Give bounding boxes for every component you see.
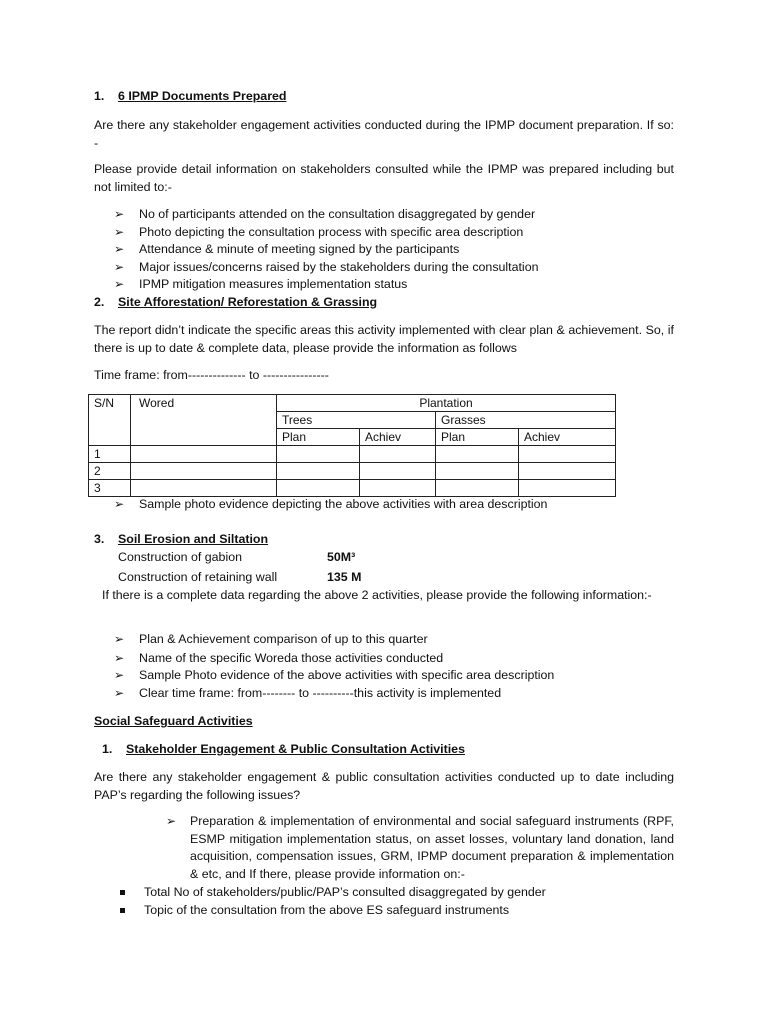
section3-bullet: ➢ Sample Photo evidence of the above activities with specific area description	[114, 667, 694, 685]
social-sub-title: Stakeholder Engagement & Public Consultation Activities	[126, 742, 465, 756]
table-cell	[436, 463, 519, 480]
section1-question: Are there any stakeholder engagement activities conducted during the IPMP document preparation. If so: -	[94, 118, 674, 150]
arrow-bullet-icon: ➢	[166, 814, 177, 828]
retaining-wall-value: 135 M	[327, 570, 362, 584]
section3-title: Soil Erosion and Siltation	[118, 532, 269, 546]
arrow-bullet-icon: ➢	[114, 207, 125, 221]
table-row	[89, 480, 616, 497]
header-wored: Wored	[131, 395, 277, 446]
table-cell	[519, 480, 616, 497]
header-trees: Trees	[277, 412, 436, 429]
table-cell	[131, 463, 277, 480]
table-header-row	[89, 395, 616, 412]
section1-bullet: ➢ Photo depicting the consultation process with specific area description	[114, 224, 694, 242]
arrow-bullet-icon: ➢	[114, 668, 125, 682]
social-arrow-bullet	[166, 813, 676, 885]
table-row	[89, 463, 616, 480]
arrow-bullet-icon: ➢	[114, 497, 125, 511]
table-cell	[277, 446, 360, 463]
gabion-label: Construction of gabion	[118, 550, 242, 564]
section1-number: 1.	[94, 89, 105, 103]
retaining-wall-label: Construction of retaining wall	[118, 570, 278, 584]
arrow-bullet-icon: ➢	[114, 242, 125, 256]
row-number: 3	[89, 480, 131, 497]
section1-bullet: ➢ IPMP mitigation measures implementation status	[114, 276, 694, 294]
section3-bullet: ➢ Name of the specific Woreda those activities conducted	[114, 650, 694, 668]
table-cell	[436, 446, 519, 463]
header-trees-achiev: Achiev	[360, 429, 436, 446]
header-grasses: Grasses	[436, 412, 616, 429]
section1-bullet: ➢ Major issues/concerns raised by the stakeholders during the consultation	[114, 259, 694, 277]
section2-heading	[94, 294, 377, 312]
social-question: Are there any stakeholder engagement & public consultation activities conducted up to date including PAP’s regarding the following issues?	[94, 770, 674, 802]
section1-heading	[94, 88, 286, 106]
table-cell	[277, 480, 360, 497]
arrow-bullet-icon: ➢	[114, 651, 125, 665]
section2-timeframe: Time frame: from-------------- to ----------------	[94, 368, 329, 382]
social-sub-number: 1.	[102, 742, 113, 756]
section3-number: 3.	[94, 532, 105, 546]
table-cell	[360, 463, 436, 480]
table-cell	[436, 480, 519, 497]
section2-number: 2.	[94, 295, 105, 309]
social-safeguard-heading: Social Safeguard Activities	[94, 714, 253, 728]
section1-bullet: ➢ No of participants attended on the consultation disaggregated by gender	[114, 206, 694, 224]
row-number: 1	[89, 446, 131, 463]
section2-paragraph: The report didn’t indicate the specific areas this activity implemented with clear plan & achievement. So, if there is up to date & complete data, please provide the information as follows	[94, 323, 674, 355]
section1-bullet: ➢ Attendance & minute of meeting signed by the participants	[114, 241, 694, 259]
header-plantation: Plantation	[277, 395, 616, 412]
square-bullet-icon	[120, 890, 125, 895]
table-cell	[519, 463, 616, 480]
section3-bullet: ➢ Clear time frame: from-------- to ----------this activity is implemented	[114, 685, 694, 703]
header-sn: S/N	[89, 395, 131, 446]
arrow-bullet-icon: ➢	[114, 277, 125, 291]
section3-paragraph: If there is a complete data regarding the above 2 activities, please provide the following information:-	[102, 588, 652, 602]
section3-bullet: ➢ Plan & Achievement comparison of up to this quarter	[114, 631, 694, 649]
square-bullet-item: Total No of stakeholders/public/PAP’s consulted disaggregated by gender	[120, 884, 680, 902]
square-bullet-icon	[120, 908, 125, 913]
social-arrow-paragraph: Preparation & implementation of environmental and social safeguard instruments (RPF, ESMP mitigation implementation status, on asset losses, voluntary land donation, land acquisition, compensation issues, GRM, IPMP document preparation & implementation & etc, and If there, please provide information on:-	[190, 814, 674, 881]
arrow-bullet-icon: ➢	[114, 632, 125, 646]
row-number: 2	[89, 463, 131, 480]
section1-request: Please provide detail information on stakeholders consulted while the IPMP was prepared including but not limited to:-	[94, 162, 674, 194]
plantation-table	[88, 394, 616, 497]
arrow-bullet-icon: ➢	[114, 686, 125, 700]
gabion-value: 50M³	[327, 550, 356, 564]
table-row	[89, 446, 616, 463]
table-cell	[360, 446, 436, 463]
table-cell	[131, 480, 277, 497]
header-trees-plan: Plan	[277, 429, 360, 446]
arrow-bullet-icon: ➢	[114, 260, 125, 274]
table-cell	[360, 480, 436, 497]
header-grasses-plan: Plan	[436, 429, 519, 446]
social-subheading	[102, 741, 465, 759]
header-grasses-achiev: Achiev	[519, 429, 616, 446]
section1-title: 6 IPMP Documents Prepared	[118, 89, 287, 103]
section3-heading	[94, 531, 268, 549]
square-bullet-item: Topic of the consultation from the above ES safeguard instruments	[120, 902, 680, 920]
table-cell	[277, 463, 360, 480]
table-cell	[519, 446, 616, 463]
table-cell	[131, 446, 277, 463]
section2-bullet: ➢ Sample photo evidence depicting the above activities with area description	[114, 496, 694, 514]
arrow-bullet-icon: ➢	[114, 225, 125, 239]
section2-title: Site Afforestation/ Reforestation & Grassing	[118, 295, 378, 309]
